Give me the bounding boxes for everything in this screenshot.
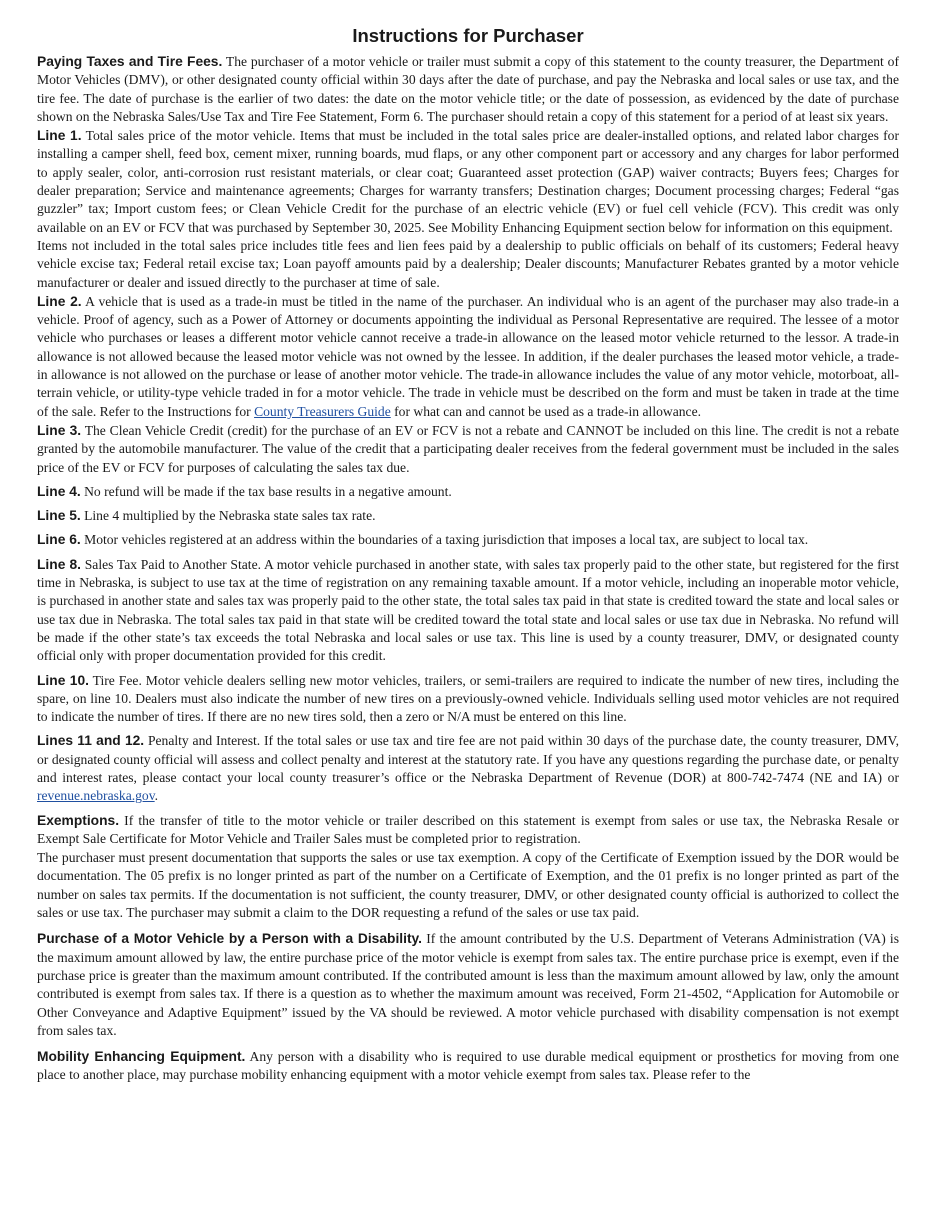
line-4-heading: Line 4. xyxy=(37,483,81,499)
line-1-heading: Line 1. xyxy=(37,128,82,144)
exemptions-documentation-paragraph xyxy=(37,849,899,922)
instructions-page xyxy=(37,24,899,1085)
disability-paragraph xyxy=(37,930,899,1040)
lines-11-12-heading: Lines 11 and 12. xyxy=(37,733,145,749)
paying-taxes-paragraph xyxy=(37,53,899,126)
mobility-heading: Mobility Enhancing Equipment. xyxy=(37,1049,246,1065)
lines-11-12-paragraph xyxy=(37,732,899,805)
lines-11-12-text-after: . xyxy=(154,788,159,804)
line-2-heading: Line 2. xyxy=(37,293,82,309)
line-8-paragraph xyxy=(37,556,899,666)
line-8-text: Sales Tax Paid to Another State. A motor vehicle purchased in another state, with sales tax properly paid to the other state, but registered for the first time in Nebraska, is subject to use tax at the time of registration on any remaining taxable amount. If a motor vehicle, including an inoperable motor vehicle, is purchased in another state and sales tax was properly paid to the other state, the total sales tax paid in that state is credited toward the state and local sales or use tax due in Nebraska. The total sales tax paid in that state will be credited toward the total state and local sales or use tax due in Nebraska. No refund will be made if the other state’s tax exceeds the total Nebraska and local sales or use tax. This line is used by a county treasurer, DMV, or designated county official only with proper documentation provided for this credit. xyxy=(37,556,900,664)
exemptions-heading: Exemptions. xyxy=(37,812,120,828)
mobility-text: Any person with a disability who is required to use durable medical equipment or prosthetics for moving from one place to another place, may purchase mobility enhancing equipment with a motor vehicle exempt from sales tax. Please refer to the xyxy=(37,1049,899,1083)
line-2-text: A vehicle that is used as a trade-in must be titled in the name of the purchaser. An individual who is an agent of the purchaser may also trade-in a vehicle. Proof of agency, such as a Power of Attorney or documents appointing the individual as Personal Representative are required. The lessee of a motor vehicle who purchases or leases a different motor vehicle cannot receive a trade-in allowance on the leased motor vehicle returned to the lessor. A trade-in allowance is not allowed because the leased motor vehicle was not owned by the lessee. In addition, if the dealer purchases the leased motor vehicle, a trade-in allowance is not allowed on the purchase or lease of another motor vehicle. The trade-in allowance includes the value of any motor vehicle, motorboat, all-terrain vehicle, or utility-type vehicle traded in for a motor vehicle. The trade in vehicle must be described on the form and must be taken in trade at the time of the sale. Refer to the Instructions for xyxy=(37,293,899,419)
line-5-text: Line 4 multiplied by the Nebraska state sales tax rate. xyxy=(80,508,376,524)
line-10-paragraph xyxy=(37,672,899,727)
line-5-heading: Line 5. xyxy=(37,508,81,524)
line-10-text: Tire Fee. Motor vehicle dealers selling new motor vehicles, trailers, or semi-trailers are required to indicate the number of new tires, including the spare, on line 10. Dealers must also indicate the number of new tires on a previously-owned vehicle. Individuals selling used motor vehicles are not required to indicate the number of tires. If there are no new tires sold, then a zero or N/A must be entered on this line. xyxy=(37,672,899,725)
mobility-paragraph xyxy=(37,1048,899,1085)
line-1-excluded-text: Items not included in the total sales price includes title fees and lien fees paid by a dealership to public officials on behalf of its customers; Federal heavy vehicle excise tax; Federal retail excise tax; Loan payoff amounts paid by a dealership; Dealer discounts; Manufacturer Rebates granted by a motor vehicle manufacturer or dealer and issued directly to the purchaser at time of sale. xyxy=(37,237,899,290)
line-1-excluded-paragraph xyxy=(37,237,899,292)
line-5-paragraph xyxy=(37,507,899,525)
line-4-text: No refund will be made if the tax base results in a negative amount. xyxy=(80,483,452,499)
county-treasurers-guide-link[interactable]: County Treasurers Guide xyxy=(254,403,391,419)
disability-heading: Purchase of a Motor Vehicle by a Person with a Disability. xyxy=(37,931,423,947)
disability-text: If the amount contributed by the U.S. Department of Veterans Administration (VA) is the maximum amount allowed by law, the entire purchase price of the motor vehicle is exempt from sales tax. The entire purchase price is exempt, even if the purchase price is greater than the maximum amount contributed. If the contributed amount is less than the maximum amount allowed by law, only the amount contributed is exempt from sales tax. If there is a question as to whether the maximum amount was received, Form 21-4502, “Application for Automobile or Other Conveyance and Adaptive Equipment” issued by the VA should be reviewed. A motor vehicle purchased with disability compensation is not exempt from sales tax. xyxy=(37,931,900,1038)
line-2-paragraph xyxy=(37,293,899,421)
line-6-heading: Line 6. xyxy=(37,532,81,548)
paying-taxes-heading: Paying Taxes and Tire Fees. xyxy=(37,54,223,69)
line-6-text: Motor vehicles registered at an address within the boundaries of a taxing jurisdiction that imposes a local tax, are subject to local tax. xyxy=(80,532,809,548)
page-title: Instructions for Purchaser xyxy=(352,25,584,46)
line-1-text: Total sales price of the motor vehicle. Items that must be included in the total sales price are dealer-installed options, and related labor charges for installing a camper shell, feed box, cement mixer, running boards, mud flaps, or any other component part or accessory and any charges for labor performed to apply sealer, color, anti-corrosion rust resistant materials, or clear coat; Guaranteed asset protection (GAP) waiver contracts; Buyers fees; Charges for dealer preparation; Service and maintenance agreements; Charges for warranty transfers; Destination charges; Document processing charges; Federal “gas guzzler” tax; Import custom fees; or Clean Vehicle Credit for the purchase of an electric vehicle (EV) or fuel cell vehicle (FCV). This credit was only available on an EV or FCV that was purchased by September 30, 2025. See Mobility Enhancing Equipment section below for information on this equipment. xyxy=(37,128,900,235)
exemptions-documentation-text: The purchaser must present documentation that supports the sales or use tax exemption. A copy of the Certificate of Exemption issued by the DOR would be documentation. The 05 prefix is no longer printed as part of the number on a Certificate of Exemption, and the 01 prefix is no longer printed as part of the number on sales tax permits. If the documentation is not sufficient, the county treasurer, DMV, or other designated county official is authorized to collect the sales or use tax. The purchaser may submit a claim to the DOR requesting a refund of the sales or use tax paid. xyxy=(37,850,899,921)
line-1-paragraph xyxy=(37,127,899,237)
line-8-heading: Line 8. xyxy=(37,556,82,572)
line-3-paragraph xyxy=(37,422,899,477)
exemptions-paragraph xyxy=(37,812,899,849)
line-3-heading: Line 3. xyxy=(37,422,82,438)
revenue-nebraska-link[interactable]: revenue.nebraska.gov xyxy=(37,788,155,804)
lines-11-12-text: Penalty and Interest. If the total sales or use tax and tire fee are not paid within 30 days of the purchase date, the county treasurer, DMV, or designated county official will assess and collect penalty and interest at the statutory rate. If you have any questions regarding the purchase date, or penalty and interest rates, please contact your local county treasurer’s office or the Nebraska Department of Revenue (DOR) at 800-742-7474 (NE and IA) or xyxy=(37,733,899,785)
exemptions-text: If the transfer of title to the motor vehicle or trailer described on this statement is exempt from sales or use tax, the Nebraska Resale or Exempt Sale Certificate for Motor Vehicle and Trailer Sales must be completed prior to registration. xyxy=(37,812,899,846)
line-4-paragraph xyxy=(37,483,899,501)
line-6-paragraph xyxy=(37,531,899,549)
paying-taxes-text: The purchaser of a motor vehicle or trailer must submit a copy of this statement to the county treasurer, the Department of Motor Vehicles (DMV), or other designated county official within 30 days after the date of purchase, and pay the Nebraska and local sales or use tax, and the tire fee. The date of purchase is the earlier of two dates: the date on the motor vehicle title; or the date of possession, as evidenced by the date of purchase shown on the Nebraska Sales/Use Tax and Tire Fee Statement, Form 6. The purchaser should retain a copy of this statement for a period of at least six years. xyxy=(37,54,899,124)
line-3-text: The Clean Vehicle Credit (credit) for the purchase of an EV or FCV is not a rebate and CANNOT be included on this line. The credit is not a rebate granted by the automobile manufacturer. The value of the credit that a participating dealer receives from the federal government must be included in the sales price of the EV or FCV for purposes of calculating the sales tax due. xyxy=(37,422,899,475)
line-10-heading: Line 10. xyxy=(37,672,89,688)
line-2-text-after: for what can and cannot be used as a trade-in allowance. xyxy=(390,403,702,419)
